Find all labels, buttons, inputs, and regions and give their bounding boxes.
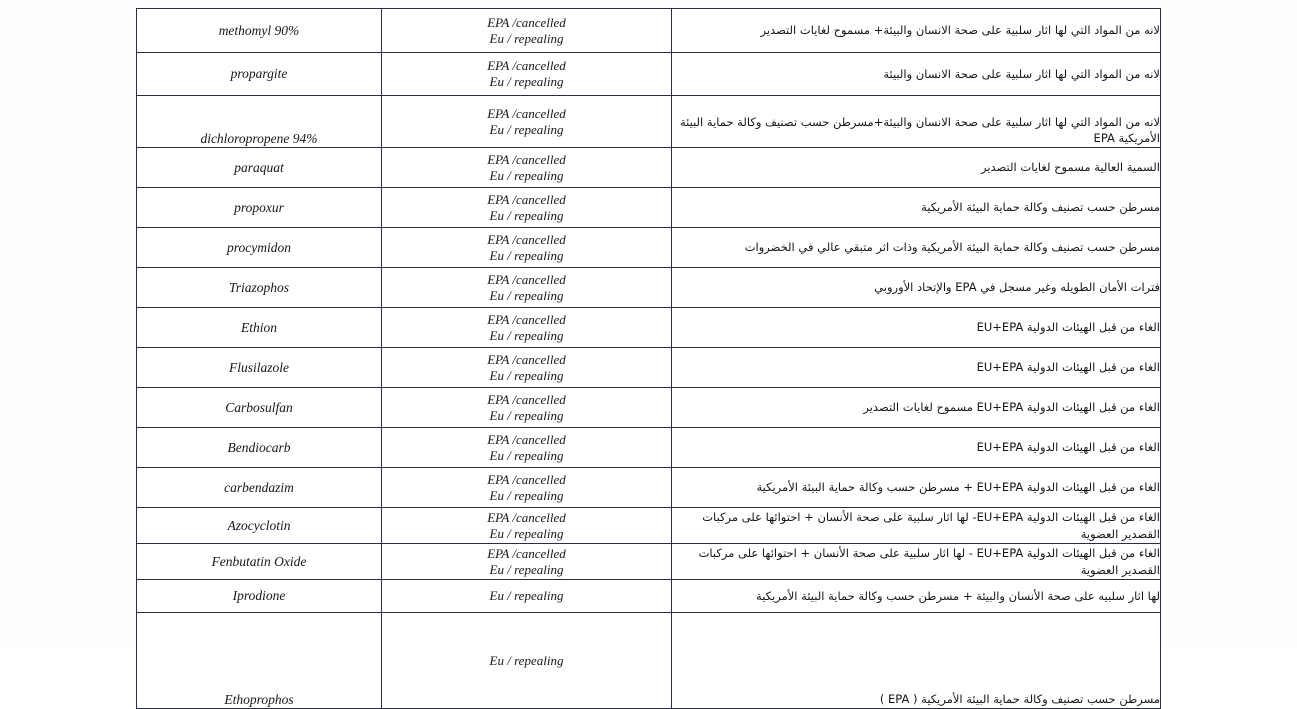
regulatory-status-cell (382, 228, 672, 268)
regulatory-status-cell (382, 188, 672, 228)
regulatory-status-cell (382, 544, 672, 580)
status-line: EPA /cancelled (487, 14, 566, 30)
table-row (137, 428, 1161, 468)
regulatory-status-cell (382, 53, 672, 96)
table-row (137, 613, 1161, 709)
reason-cell: الغاء من قبل الهيئات الدولية EU+EPA + مسرطن حسب وكالة حماية البيئة الأمريكية (672, 468, 1161, 508)
status-line: Eu / repealing (489, 561, 564, 577)
pesticide-name-cell: Ethion (137, 308, 382, 348)
status-line: EPA /cancelled (487, 311, 566, 327)
status-line: Eu / repealing (489, 247, 564, 263)
table-row (137, 580, 1161, 613)
pesticide-name-cell: propoxur (137, 188, 382, 228)
table-row (137, 348, 1161, 388)
reason-cell: الغاء من قبل الهيئات الدولية EU+EPA (672, 348, 1161, 388)
table-row (137, 308, 1161, 348)
table-row (137, 53, 1161, 96)
pesticide-name-cell: Flusilazole (137, 348, 382, 388)
status-line: EPA /cancelled (487, 391, 566, 407)
status-line: Eu / repealing (489, 652, 564, 668)
regulatory-status-cell (382, 468, 672, 508)
table-row (137, 388, 1161, 428)
status-line: EPA /cancelled (487, 545, 566, 561)
pesticide-name-cell: procymidon (137, 228, 382, 268)
status-line: Eu / repealing (489, 588, 564, 604)
pesticide-name-cell: Iprodione (137, 580, 382, 613)
status-line: Eu / repealing (489, 407, 564, 423)
regulatory-status-cell (382, 428, 672, 468)
pesticide-name-cell: propargite (137, 53, 382, 96)
status-line: EPA /cancelled (487, 58, 566, 74)
status-line: Eu / repealing (489, 207, 564, 223)
pesticide-name-cell: paraquat (137, 148, 382, 188)
pesticide-name-cell: Carbosulfan (137, 388, 382, 428)
reason-cell: لانه من المواد التي لها اثار سلبية على صحة الانسان والبيئة+ مسموح لغايات التصدير (672, 9, 1161, 53)
regulatory-status-cell (382, 508, 672, 544)
pesticide-name-cell: Triazophos (137, 268, 382, 308)
status-line: EPA /cancelled (487, 509, 566, 525)
status-line: EPA /cancelled (487, 105, 566, 121)
regulatory-status-cell (382, 580, 672, 613)
status-line: EPA /cancelled (487, 271, 566, 287)
status-line: Eu / repealing (489, 327, 564, 343)
reason-cell: لانه من المواد التي لها اثار سلبية على صحة الانسان والبيئة+مسرطن حسب تصنيف وكالة حماية البيئة الأمريكية EPA (672, 96, 1161, 148)
pesticide-name-cell: Bendiocarb (137, 428, 382, 468)
reason-cell: مسرطن حسب تصنيف وكالة حماية البيئة الأمريكية (672, 188, 1161, 228)
regulatory-status-cell (382, 613, 672, 709)
reason-cell: مسرطن حسب تصنيف وكالة حماية البيئة الأمريكية وذات اثر متبقي عالي في الخضروات (672, 228, 1161, 268)
pesticide-name-cell: dichloropropene 94% (137, 96, 382, 148)
status-line: EPA /cancelled (487, 191, 566, 207)
reason-cell: الغاء من قبل الهيئات الدولية EU+EPA- لها اثار سلبية على صحة الأنسان + احتوائها على مركبات القصدير العضوية (672, 508, 1161, 544)
reason-cell: لها اثار سلبيه على صحة الأنسان والبيئة + مسرطن حسب وكالة حماية البيئة الأمريكية (672, 580, 1161, 613)
pesticide-name-cell: Fenbutatin Oxide (137, 544, 382, 580)
table-row (137, 9, 1161, 53)
reason-cell: الغاء من قبل الهيئات الدولية EU+EPA مسموح لغايات التصدير (672, 388, 1161, 428)
pesticide-name-cell: methomyl 90% (137, 9, 382, 53)
reason-cell: لانه من المواد التي لها اثار سلبية على صحة الانسان والبيئة (672, 53, 1161, 96)
reason-cell: الغاء من قبل الهيئات الدولية EU+EPA (672, 308, 1161, 348)
regulatory-status-cell (382, 9, 672, 53)
pesticide-name-cell: carbendazim (137, 468, 382, 508)
table-row (137, 508, 1161, 544)
status-line: Eu / repealing (489, 74, 564, 89)
table-row (137, 268, 1161, 308)
regulatory-status-cell (382, 308, 672, 348)
regulatory-status-cell (382, 96, 672, 148)
status-line: Eu / repealing (489, 525, 564, 541)
regulatory-status-cell (382, 348, 672, 388)
table-row (137, 468, 1161, 508)
status-line: EPA /cancelled (487, 471, 566, 487)
regulatory-status-cell (382, 148, 672, 188)
pesticides-table (136, 8, 1161, 709)
regulatory-status-cell (382, 388, 672, 428)
status-line: EPA /cancelled (487, 351, 566, 367)
status-line: Eu / repealing (489, 367, 564, 383)
pesticide-name-cell: Ethoprophos (137, 613, 382, 709)
status-line: Eu / repealing (489, 447, 564, 463)
reason-cell: فترات الأمان الطويله وغير مسجل في EPA والإتحاد الأوروبي (672, 268, 1161, 308)
table-row (137, 228, 1161, 268)
table-row (137, 544, 1161, 580)
regulatory-status-cell (382, 268, 672, 308)
reason-cell: الغاء من قبل الهيئات الدولية EU+EPA (672, 428, 1161, 468)
status-line: Eu / repealing (489, 167, 564, 183)
status-line: EPA /cancelled (487, 431, 566, 447)
status-line: Eu / repealing (489, 487, 564, 503)
table-row (137, 188, 1161, 228)
status-line: Eu / repealing (489, 30, 564, 46)
reason-cell: السمية العالية مسموح لغايات التصدير (672, 148, 1161, 188)
table-row (137, 96, 1161, 148)
table-body (137, 9, 1161, 709)
table-row (137, 148, 1161, 188)
status-line: Eu / repealing (489, 121, 564, 137)
reason-cell: مسرطن حسب تصنيف وكالة حماية البيئة الأمريكية ( EPA ) (672, 613, 1161, 709)
status-line: EPA /cancelled (487, 231, 566, 247)
pesticide-name-cell: Azocyclotin (137, 508, 382, 544)
status-line: EPA /cancelled (487, 151, 566, 167)
status-line: Eu / repealing (489, 287, 564, 303)
reason-cell: الغاء من قبل الهيئات الدولية EU+EPA - لها اثار سلبية على صحة الأنسان + احتوائها على مركبات القصدير العضوية (672, 544, 1161, 580)
